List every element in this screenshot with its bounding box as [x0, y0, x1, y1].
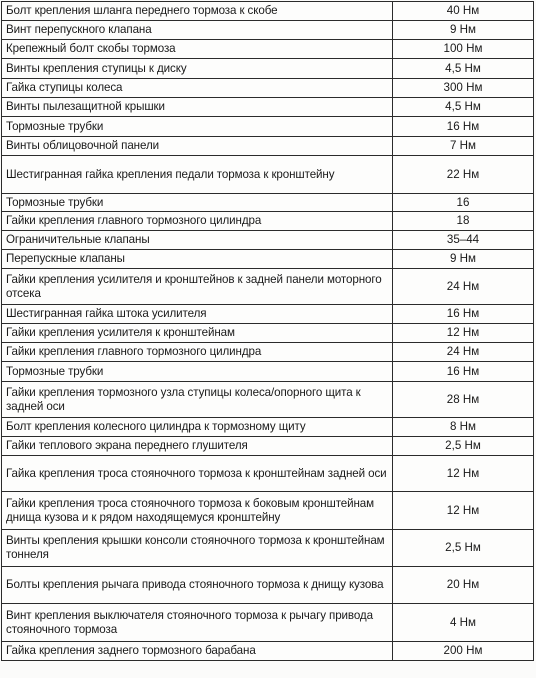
- row-torque-value: 7 Нм: [393, 137, 534, 156]
- row-torque-value: 300 Нм: [393, 79, 534, 98]
- table-row: [2, 642, 534, 661]
- table-row: [2, 40, 534, 59]
- row-description: Гайки крепления усилителя к кронштейнам: [2, 324, 393, 343]
- row-description: Шестигранная гайка штока усилителя: [2, 305, 393, 324]
- row-description: Гайки крепления троса стояночного тормоза к боковым кронштейнам днища кузова и к рядом находящемуся кронштейну: [2, 492, 393, 530]
- row-description: Винт перепускного клапана: [2, 21, 393, 40]
- row-description: Тормозные трубки: [2, 117, 393, 137]
- table-row: [2, 79, 534, 98]
- row-torque-value: 12 Нм: [393, 324, 534, 343]
- row-torque-value: 16 Нм: [393, 117, 534, 137]
- table-row: [2, 156, 534, 194]
- row-torque-value: 40 Нм: [393, 2, 534, 21]
- row-description: Гайки крепления усилителя и кронштейнов к задней панели моторного отсека: [2, 269, 393, 305]
- table-row: [2, 305, 534, 324]
- table-row: [2, 324, 534, 343]
- table-row: [2, 530, 534, 567]
- row-description: Винты крепления ступицы к диску: [2, 59, 393, 79]
- row-description: Гайки крепления главного тормозного цилиндра: [2, 343, 393, 362]
- row-description: Винты крепления крышки консоли стояночного тормоза к кронштейнам тоннеля: [2, 530, 393, 567]
- row-description: Гайки теплового экрана переднего глушителя: [2, 437, 393, 456]
- table-row: [2, 492, 534, 530]
- row-description: Болты крепления рычага привода стояночного тормоза к днищу кузова: [2, 567, 393, 604]
- table-row: [2, 437, 534, 456]
- row-torque-value: 24 Нм: [393, 269, 534, 305]
- row-torque-value: 18: [393, 212, 534, 231]
- table-row: [2, 604, 534, 642]
- row-torque-value: 9 Нм: [393, 250, 534, 269]
- table-row: [2, 418, 534, 437]
- row-description: Винт крепления выключателя стояночного тормоза к рычагу привода стояночного тормоза: [2, 604, 393, 642]
- table-row: [2, 137, 534, 156]
- table-row: [2, 212, 534, 231]
- row-description: Гайка крепления троса стояночного тормоза к кронштейнам задней оси: [2, 456, 393, 492]
- table-row: [2, 362, 534, 382]
- row-torque-value: 20 Нм: [393, 567, 534, 604]
- row-description: Гайка ступицы колеса: [2, 79, 393, 98]
- row-torque-value: 100 Нм: [393, 40, 534, 59]
- row-torque-value: 16 Нм: [393, 305, 534, 324]
- row-torque-value: 22 Нм: [393, 156, 534, 194]
- row-torque-value: 35–44: [393, 231, 534, 250]
- row-description: Винты облицовочной панели: [2, 137, 393, 156]
- row-description: Винты пылезащитной крышки: [2, 98, 393, 117]
- row-torque-value: 16: [393, 194, 534, 212]
- table-row: [2, 456, 534, 492]
- row-torque-value: 2,5 Нм: [393, 530, 534, 567]
- torque-table-body: [2, 2, 534, 661]
- row-description: Гайка крепления заднего тормозного барабана: [2, 642, 393, 661]
- row-description: Гайки крепления главного тормозного цилиндра: [2, 212, 393, 231]
- row-description: Шестигранная гайка крепления педали тормоза к кронштейну: [2, 156, 393, 194]
- row-description: Тормозные трубки: [2, 194, 393, 212]
- table-row: [2, 21, 534, 40]
- row-description: Тормозные трубки: [2, 362, 393, 382]
- torque-table: [1, 1, 534, 661]
- table-row: [2, 382, 534, 418]
- table-row: [2, 231, 534, 250]
- table-row: [2, 269, 534, 305]
- row-torque-value: 28 Нм: [393, 382, 534, 418]
- row-torque-value: 4,5 Нм: [393, 98, 534, 117]
- row-torque-value: 4 Нм: [393, 604, 534, 642]
- row-description: Гайки крепления тормозного узла ступицы колеса/опорного щита к задней оси: [2, 382, 393, 418]
- row-torque-value: 24 Нм: [393, 343, 534, 362]
- table-row: [2, 194, 534, 212]
- table-row: [2, 2, 534, 21]
- row-torque-value: 9 Нм: [393, 21, 534, 40]
- row-torque-value: 8 Нм: [393, 418, 534, 437]
- table-row: [2, 567, 534, 604]
- row-torque-value: 16 Нм: [393, 362, 534, 382]
- row-description: Ограничительные клапаны: [2, 231, 393, 250]
- row-description: Перепускные клапаны: [2, 250, 393, 269]
- table-row: [2, 117, 534, 137]
- row-description: Крепежный болт скобы тормоза: [2, 40, 393, 59]
- row-description: Болт крепления шланга переднего тормоза к скобе: [2, 2, 393, 21]
- table-row: [2, 343, 534, 362]
- table-row: [2, 250, 534, 269]
- row-torque-value: 200 Нм: [393, 642, 534, 661]
- row-torque-value: 12 Нм: [393, 456, 534, 492]
- row-torque-value: 2,5 Нм: [393, 437, 534, 456]
- row-torque-value: 12 Нм: [393, 492, 534, 530]
- row-description: Болт крепления колесного цилиндра к тормозному щиту: [2, 418, 393, 437]
- table-row: [2, 98, 534, 117]
- row-torque-value: 4,5 Нм: [393, 59, 534, 79]
- table-row: [2, 59, 534, 79]
